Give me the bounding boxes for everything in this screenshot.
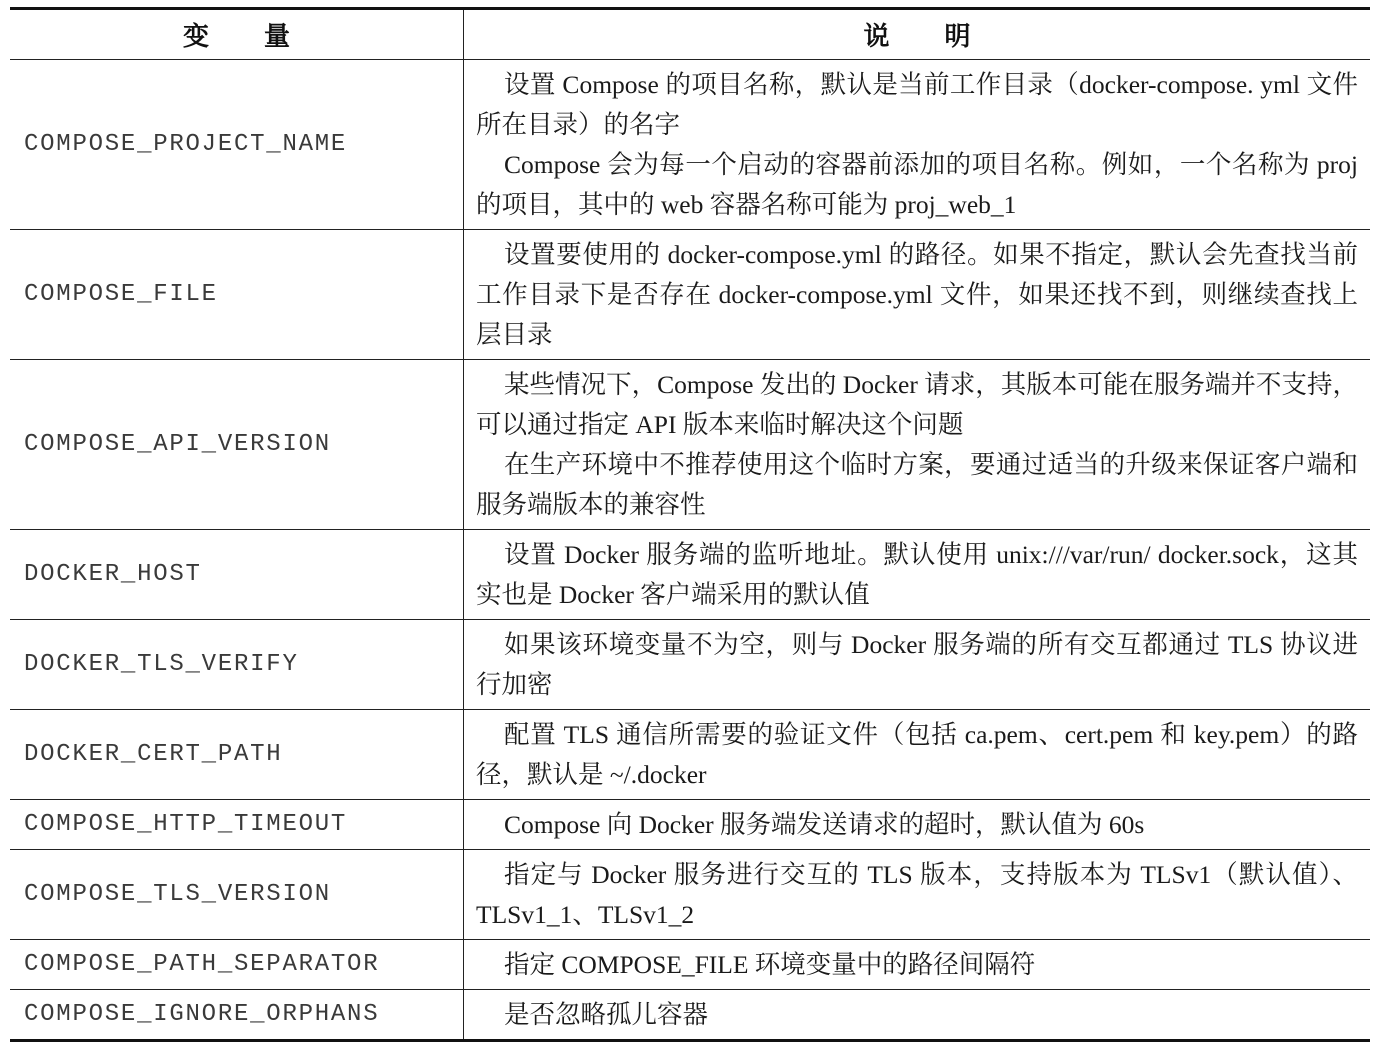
- variable-name-cell: [10, 620, 464, 709]
- table-row: [10, 850, 1370, 940]
- description-cell: [464, 620, 1370, 709]
- description-paragraph: 是否忽略孤儿容器: [504, 1000, 709, 1029]
- description-cell: [464, 850, 1370, 939]
- variable-name: COMPOSE_PATH_SEPARATOR: [24, 951, 380, 978]
- variable-name: DOCKER_TLS_VERIFY: [24, 651, 299, 678]
- description-cell: [464, 230, 1370, 359]
- table-row: [10, 60, 1370, 230]
- table-row: [10, 940, 1370, 990]
- variable-name: DOCKER_CERT_PATH: [24, 741, 283, 768]
- table-row: [10, 530, 1370, 620]
- description-paragraph: Compose 会为每一个启动的容器前添加的项目名称。例如，一个名称为 proj 的项目，其中的 web 容器名称可能为 proj_web_1: [476, 150, 1358, 219]
- table-row: [10, 990, 1370, 1039]
- description-cell: [464, 60, 1370, 229]
- description-paragraph: 某些情况下，Compose 发出的 Docker 请求，其版本可能在服务端并不支持，可以通过指定 API 版本来临时解决这个问题: [476, 370, 1358, 439]
- header-description-label: 说明: [863, 22, 1026, 52]
- variable-name-cell: [10, 940, 464, 989]
- variable-name: COMPOSE_PROJECT_NAME: [24, 131, 348, 158]
- table-row: [10, 230, 1370, 360]
- variable-name: DOCKER_HOST: [24, 561, 202, 588]
- variable-name: COMPOSE_HTTP_TIMEOUT: [24, 811, 348, 838]
- description-paragraph: 设置 Compose 的项目名称，默认是当前工作目录（docker-compose. yml 文件所在目录）的名字: [476, 70, 1358, 139]
- variable-name-cell: [10, 850, 464, 939]
- description-cell: [464, 990, 1370, 1039]
- variable-name-cell: [10, 800, 464, 849]
- header-description-cell: [464, 10, 1370, 59]
- variable-name-cell: [10, 230, 464, 359]
- table-row: [10, 800, 1370, 850]
- env-variables-table: [10, 7, 1370, 1042]
- table-row: [10, 620, 1370, 710]
- variable-name: COMPOSE_IGNORE_ORPHANS: [24, 1001, 380, 1028]
- variable-name-cell: [10, 60, 464, 229]
- description-paragraph: 设置要使用的 docker-compose.yml 的路径。如果不指定，默认会先查找当前工作目录下是否存在 docker-compose.yml 文件，如果还找不到，则继续查找上层目录: [476, 240, 1358, 349]
- table-header-row: [10, 10, 1370, 60]
- description-cell: [464, 530, 1370, 619]
- variable-name: COMPOSE_TLS_VERSION: [24, 881, 331, 908]
- variable-name-cell: [10, 990, 464, 1039]
- description-paragraph: 配置 TLS 通信所需要的验证文件（包括 ca.pem、cert.pem 和 key.pem）的路径，默认是 ~/.docker: [476, 720, 1358, 789]
- variable-name: COMPOSE_FILE: [24, 281, 218, 308]
- description-cell: [464, 940, 1370, 989]
- table-row: [10, 710, 1370, 800]
- header-variable-cell: [10, 10, 464, 59]
- description-paragraph: 指定与 Docker 服务进行交互的 TLS 版本，支持版本为 TLSv1（默认值）、TLSv1_1、TLSv1_2: [476, 860, 1358, 929]
- description-cell: [464, 360, 1370, 529]
- variable-name: COMPOSE_API_VERSION: [24, 431, 331, 458]
- variable-name-cell: [10, 530, 464, 619]
- header-variable-label: 变量: [182, 22, 345, 52]
- description-cell: [464, 710, 1370, 799]
- description-paragraph: Compose 向 Docker 服务端发送请求的超时，默认值为 60s: [504, 810, 1145, 839]
- description-paragraph: 设置 Docker 服务端的监听地址。默认使用 unix:///var/run/ docker.sock，这其实也是 Docker 客户端采用的默认值: [476, 540, 1358, 609]
- variable-name-cell: [10, 360, 464, 529]
- description-paragraph: 如果该环境变量不为空，则与 Docker 服务端的所有交互都通过 TLS 协议进行加密: [476, 630, 1358, 699]
- variable-name-cell: [10, 710, 464, 799]
- description-paragraph: 在生产环境中不推荐使用这个临时方案，要通过适当的升级来保证客户端和服务端版本的兼容性: [476, 450, 1358, 519]
- description-cell: [464, 800, 1370, 849]
- description-paragraph: 指定 COMPOSE_FILE 环境变量中的路径间隔符: [504, 950, 1036, 979]
- table-row: [10, 360, 1370, 530]
